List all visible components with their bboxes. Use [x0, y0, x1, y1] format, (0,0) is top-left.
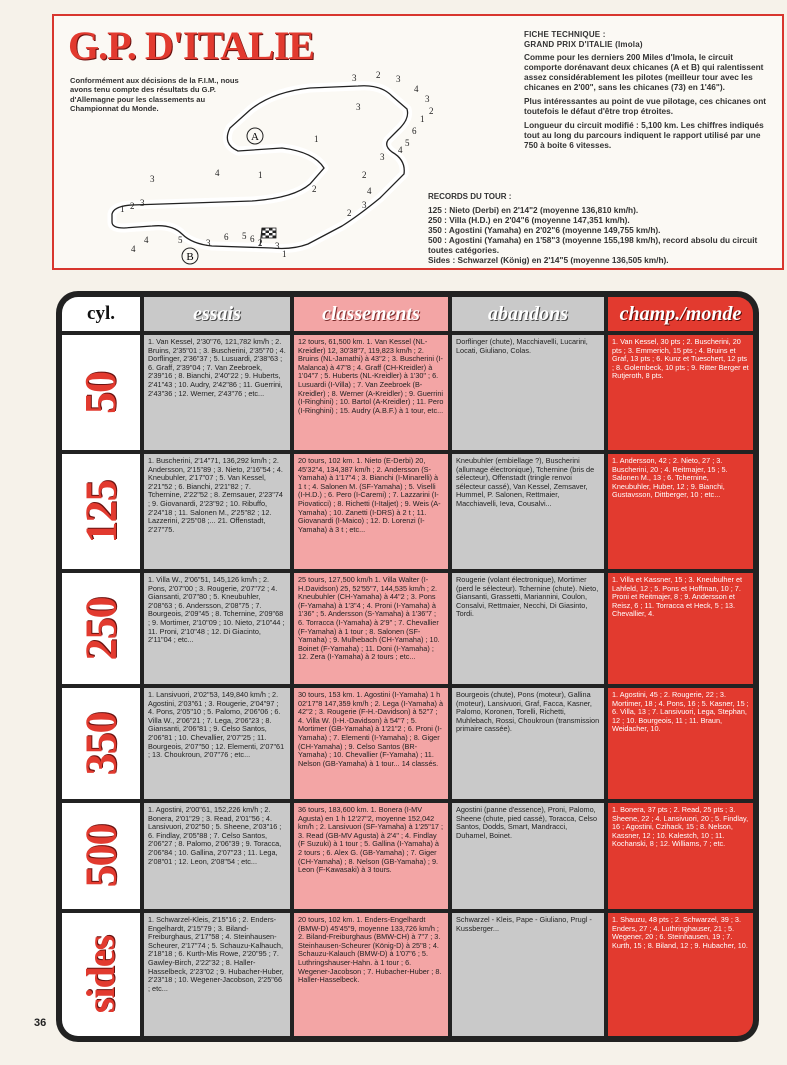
classements-cell: 20 tours, 102 km. 1. Nieto (E-Derbi) 20, 45'32"4, 134,387 km/h ; 2. Andersson (S-Yamaha) à 1'17"4 ; 3. Bianchi (I-Minarelli) à 1 t ; 4. Salonen M. (SF-Yamaha) ; 5. Viselli (I-H.D.) ; 6. Pero (I-Caremi) ; 7. Lazzarini (I-Piovaticci) ; 8. Richetti (I-Italjet) ; 9. Weis (A-Yamaha) ; 10. Zanetti (I-DRS) à 2 t ; 11. Giovanardi (I-Maico) ; 12. D. Lorenzi (I-Yamaha) à 3 t ; etc... [294, 454, 448, 569]
tech-sheet [524, 30, 769, 151]
svg-text:2: 2 [362, 170, 367, 180]
chicane-b-marker [182, 248, 198, 264]
svg-text:1: 1 [314, 134, 319, 144]
svg-text:5: 5 [405, 138, 410, 148]
table-row [56, 454, 759, 569]
race-info-panel [52, 14, 784, 270]
svg-text:2: 2 [258, 238, 263, 248]
header-classements: classements [294, 297, 448, 331]
classements-cell: 12 tours, 61,500 km. 1. Van Kessel (NL-Kreidler) 12, 30'38"7, 119,823 km/h ; 2. Bruins (NL-Jamathi) à 43"2 ; 3. Buscherini (I-Malanca) à 47"8 ; 4. Graff (CH-Kreidler) à 1'04"7 ; 5. Huberts (NL-Kreidler) à 1'30" ; 6. Lusuardi (I-Villa) ; 7. Van Zeebroek (B-Kreidler) ; 8. Werner (A-Kreidler) ; 9. Guerrini (I-Ringhini) ; 10. Bartol (A-Kreidler) ; 11. Pero (I-Ringhini) ; 15. Audry (A.B.F.) à 1 tour, etc... [294, 335, 448, 450]
record-line: 125 : Nieto (Derbi) en 2'14"2 (moyenne 136,810 km/h). [428, 204, 639, 215]
header-cyl: cyl. [62, 297, 140, 331]
table-row [56, 913, 759, 1036]
svg-text:3: 3 [425, 94, 430, 104]
essais-cell: 1. Buscherini, 2'14"71, 136,292 km/h ; 2. Andersson, 2'15"89 ; 3. Nieto, 2'16"54 ; 4. Kneubuhler, 2'17"07 ; 5. Van Kessel, 2'21"52 ; 6. Bianchi, 2'21"82 ; 7. Tchernine, 2'22"52 ; 8. Zemsauer, 2'23"74 ; 9. Giovanardi, 2'23"92 ; 10. Ribuffo, 2'24"18 ; 11. Salonen M., 2'25"82 ; 12. Lazzerini, 2'25"08 ;... 21. Offenstadt, 2'27"75. [144, 454, 290, 569]
svg-text:3: 3 [140, 198, 145, 208]
cyl-label: 350 [76, 712, 126, 775]
tech-sheet-title: FICHE TECHNIQUE : [524, 30, 606, 39]
abandons-cell: Schwarzel - Kleis, Pape - Giuliano, Prugl - Kussberger... [452, 913, 604, 1036]
classements-cell: 30 tours, 153 km. 1. Agostini (I-Yamaha) 1 h 02'17"8 147,359 km/h ; 2. Lega (I-Yamaha) à 42"2 ; 3. Rougerie (F-H.-Davidson) à 52"7 ; 4. Villa W. (I-H.-Davidson) à 54"7 ; 5. Mortimer (GB-Yamaha) à 1'21"2 ; 6. Proni (I-Yamaha) ; 7. Elementi (I-Yamaha) ; 8. Giger (CH-Yamaha) ; 9. Celso Santos (BR-Yamaha) ; 10. Chevallier (F-Yamaha) ; 11. Nelson (GB-Yamaha) à 1 tour... 14 classés. [294, 688, 448, 799]
svg-text:2: 2 [376, 70, 381, 80]
record-line: 500 : Agostini (Yamaha) en 1'58"3 (moyenne 155,198 km/h), record absolu du circuit toutes catégories. [428, 235, 758, 256]
abandons-cell: Bourgeois (chute), Pons (moteur), Gallina (moteur), Lansivuori, Graf, Facca, Kasner, Palomo, Koronen, Torelli, Richetti, Muhlebach, Rossi, Choukroun (transmission primaire cassée). [452, 688, 604, 799]
svg-text:1: 1 [258, 170, 263, 180]
svg-text:3: 3 [362, 200, 367, 210]
tech-paragraph: Comme pour les derniers 200 Miles d'Imola, le circuit comporte dorénavant deux chicanes (A et B) qui ralentissent assez considérablement les pilotes (meilleur tour avec les chicanes en 2'00", sans les chicanes (73) en 1'46"). [524, 52, 764, 93]
cyl-label: sides [78, 935, 124, 1014]
header-essais: essais [144, 297, 290, 331]
svg-text:6: 6 [224, 232, 229, 242]
lap-records-title: RECORDS DU TOUR : [428, 192, 512, 201]
svg-text:4: 4 [367, 186, 372, 196]
svg-text:5: 5 [242, 231, 247, 241]
svg-text:4: 4 [414, 84, 419, 94]
svg-text:4: 4 [144, 235, 149, 245]
svg-text:A: A [251, 131, 259, 143]
svg-text:3: 3 [396, 74, 401, 84]
essais-cell: 1. Van Kessel, 2'30"76, 121,782 km/h ; 2. Bruins, 2'35"01 ; 3. Buscherini, 2'35"70 ; 4. Dorflinger, 2'36"37 ; 5. Lusuardi, 2'38"63 ; 6. Graff, 2'39"04 ; 7. Van Zeebroek, 2'39"16 ; 8. Bianchi, 2'40"22 ; 9. Huberts, 2'41"43 ; 10. Audry, 2'42"86 ; 11. Guerrini, 2'43"36 ; 12. Werner, 2'43"76 ; etc... [144, 335, 290, 450]
svg-text:3: 3 [352, 73, 357, 83]
tech-paragraph: Plus intéressantes au point de vue pilotage, ces chicanes ont toutefois le défaut d'être trop étroites. [524, 96, 767, 116]
abandons-cell: Agostini (panne d'essence), Proni, Palomo, Sheene (chute, pied cassé), Toracca, Celso Santos, Dodds, Smart, Mandracci, Duhamel, Boinet. [452, 803, 604, 909]
header-champ-monde: champ./monde [608, 297, 753, 331]
cyl-label: 125 [76, 480, 126, 543]
svg-text:3: 3 [206, 238, 211, 248]
svg-text:2: 2 [429, 106, 434, 116]
tech-paragraph: Longueur du circuit modifié : 5,100 km. Les chiffres indiqués tout au long du parcours indiquent le rapport utilisé par une 750 à boite 6 vitesses. [524, 119, 764, 150]
record-line: 350 : Agostini (Yamaha) en 2'02"6 (moyenne 149,755 km/h). [428, 224, 661, 235]
svg-text:2: 2 [130, 201, 135, 211]
record-line: 250 : Villa (H.D.) en 2'04"6 (moyenne 147,351 km/h). [428, 214, 630, 225]
svg-text:2: 2 [312, 184, 317, 194]
circuit-track [112, 86, 408, 249]
abandons-cell: Dorflinger (chute), Macchiavelli, Lucarini, Locati, Giuliano, Colas. [452, 335, 604, 450]
svg-text:5: 5 [178, 235, 183, 245]
table-row [56, 688, 759, 799]
essais-cell: 1. Schwarzel-Kleis, 2'15"16 ; 2. Enders-Engelhardt, 2'15"79 ; 3. Biland-Freiburghaus, 2'17"58 ; 4. Steinhausen-Scheurer, 2'17"74 ; 5. Schauzu-Kalhauch, 2'18"18 ; 6. Kurth-Mis Rowe, 2'20"95 ; 7. Gawley-Birch, 2'22"32 ; 8. Haller-Hasselbeck, 2'23"02 ; 9. Hubacher-Huber, 2'23"18 ; 10. Wegener-Jacobson, 2'25"66 ; etc... [144, 913, 290, 1036]
chicane-a-marker [247, 128, 263, 144]
classements-cell: 36 tours, 183,600 km. 1. Bonera (I-MV Agusta) en 1 h 12'27"2, moyenne 152,042 km/h ; 2. Lansivuori (SF-Yamaha) à 1'25"17 ; 3. Read (GB-MV Agusta) à 2'4" ; 4. Findlay (F Suzuki) à 1 tour ; 5. Gallina (I-Yamaha) à 2 tours ; 6. Alex G. (GB-Yamaha) ; 7. Giger (CH-Yamaha) ; 8. Nelson (GB-Yamaha) ; 9. Leon (F-Kawasaki) à 3 tours. [294, 803, 448, 909]
table-row [56, 335, 759, 450]
intro-note: Conformément aux décisions de la F.I.M., nous avons tenu compte des résultats du G.P. d'Allemagne pour les classements au Championnat du Monde. [70, 76, 239, 113]
classements-cell: 20 tours, 102 km. 1. Enders-Engelhardt (BMW-D) 45'45"9, moyenne 133,726 km/h ; 2. Biland-Freiburghaus (BMW-CH) à 7"7 ; 3. Steinhausen-Scheurer (König-D) à 25"8 ; 4. Schauzu-Kalauch (BMW-D) à 1'07"6 ; 5. Luthringshauser-Hahn. à 1 tour ; 6. Wegener-Jacobson ; 7. Hubacher-Huber ; 8. Haller-Hasselbeck. [294, 913, 448, 1036]
essais-cell: 1. Villa W., 2'06"51, 145,126 km/h ; 2. Pons, 2'07"00 ; 3. Rougerie, 2'07"72 ; 4. Giansanti, 2'07"80 ; 5. Kneubuhler, 2'08"63 ; 6. Andersson, 2'08"75 ; 7. Bourgeois, 2'09"45 ; 8. Tchernine, 2'09"68 ; 9. Mortimer, 2'10"09 ; 10. Nieto, 2'10"44 ; 11. Proni, 2'10"48 ; 12. Di Giacinto, 2'11"04 ; etc... [144, 573, 290, 684]
record-line: Sides : Schwarzel (König) en 2'14"5 (moyenne 136,505 km/h). [428, 255, 669, 266]
svg-text:1: 1 [120, 204, 125, 214]
svg-text:2: 2 [347, 208, 352, 218]
cyl-label: 50 [76, 371, 126, 414]
svg-text:3: 3 [356, 102, 361, 112]
svg-text:1: 1 [282, 249, 287, 259]
table-row [56, 803, 759, 909]
svg-text:1: 1 [420, 114, 425, 124]
champ-cell: 1. Villa et Kassner, 15 ; 3. Kneubulher et Lahfeld, 12 ; 5. Pons et Hoffman, 10 ; 7. Proni et Reitmajer, 8 ; 9. Andersson et Reisz, 6 ; 11. Torracca et Heck, 5 ; 13. Chevallier, 4. [608, 573, 753, 684]
svg-text:B: B [186, 251, 194, 263]
champ-cell: 1. Bonera, 37 pts ; 2. Read, 25 pts ; 3. Sheene, 22 ; 4. Lansivuori, 20 ; 5. Findlay, 16 ; Agostini, Czihack, 15 ; 8. Nelson, Kassner, 12 ; 10. Kalestch, 10 ; 11. Kochanski, 8 ; 12. Williams, 7 ; etc. [608, 803, 753, 909]
champ-cell: 1. Van Kessel, 30 pts ; 2. Buscherini, 20 pts ; 3. Emmerich, 15 pts ; 4. Bruins et Graf, 13 pts ; 6. Kunz et Tueschert, 12 pts ; 8. Golembeck, 10 pts ; 9. Ritter Berger et Rutjeroth, 8 pts. [608, 335, 753, 450]
header-abandons: abandons [452, 297, 604, 331]
svg-text:4: 4 [215, 168, 220, 178]
cyl-label: 250 [76, 597, 126, 660]
svg-text:4: 4 [131, 244, 136, 254]
champ-cell: 1. Agostini, 45 ; 2. Rougerie, 22 ; 3. Mortimer, 18 ; 4. Pons, 16 ; 5. Kasner, 15 ; 6. Villa, 13 ; 7. Lansivuori, Lega, Stephan, 12 ; 10. Bourgeois, 11 ; 11. Braun, Weidacher, 10. [608, 688, 753, 799]
svg-text:6: 6 [250, 234, 255, 244]
table-row [56, 573, 759, 684]
abandons-cell: Kneubuhler (embiellage ?), Buscherini (allumage électronique), Tchernine (bris de sélecteur), Offenstadt (tringle renvoi sélecteur cassé), Van Kessel, Zemsaver, Hummel, P. Salonen, Rettmaier, Macchiavelli, Ieva, Cousalvi... [452, 454, 604, 569]
svg-text:3: 3 [380, 152, 385, 162]
svg-text:4: 4 [398, 145, 403, 155]
page-title: G.P. D'ITALIE [68, 23, 314, 68]
essais-cell: 1. Agostini, 2'00"61, 152,226 km/h ; 2. Bonera, 2'01"29 ; 3. Read, 2'01"56 ; 4. Lansivuori, 2'02"50 ; 5. Sheene, 2'03"16 ; 6. Findlay, 2'05"88 ; 7. Celso Santos, 2'06"27 ; 8. Palomo, 2'06"39 ; 9. Toracca, 2'06"84 ; 10. Gallina, 2'07"23 ; 11. Lega, 2'08"01 ; 12. Leon, 2'08"54 ; etc... [144, 803, 290, 909]
svg-text:3: 3 [275, 241, 280, 251]
svg-text:3: 3 [150, 174, 155, 184]
classements-cell: 25 tours, 127,500 km/h 1. Villa Walter (I-H.Davidson) 25, 52'55"7, 144,535 km/h ; 2. Kneubuhler (CH-Yamaha) à 44"2 ; 3. Pons (F-Yamaha) à 1'3"4 ; 4. Proni (I-Yamaha) à 1'36" ; 5. Andersson (S-Yamaha) à 1'36"7 ; 6. Torracca (I-Yamaha) à 2'9" ; 7. Chevallier (F-Yamaha) à 1 tour ; 8. Salonen (SF-Yamaha) ; 9. Mulhebach (CH-Yamaha) ; 10. Boinet (F-Yamaha) ; 11. Doni (I-Yamaha) ; 12. Zera (I-Yamaha) à 2 tours ; etc... [294, 573, 448, 684]
lap-records [428, 192, 778, 265]
champ-cell: 1. Andersson, 42 ; 2. Nieto, 27 ; 3. Buscherini, 20 ; 4. Reitmajer, 15 ; 5. Salonen M., 13 ; 6. Tchernine, Kneubuhler, Huber, 12 ; 9. Bianchi, Gustavsson, Dittberger, 10 ; etc... [608, 454, 753, 569]
cyl-label: 500 [76, 824, 126, 888]
essais-cell: 1. Lansivuori, 2'02"53, 149,840 km/h ; 2. Agostini, 2'03"61 ; 3. Rougerie, 2'04"97 ; 4. Pons, 2'05"10 ; 5. Palomo, 2'06"06 ; 6. Villa W., 2'06"21 ; 7. Lega, 2'06"23 ; 8. Giansanti, 2'06"81 ; 9. Celso Santos, 2'06"81 ; 10. Chevallier, 2'07"25 ; 11. Bourgeois, 2'07"50 ; 12. Elementi, 2'07"61 ; 13. Choukroun, 2'07"76 ; etc... [144, 688, 290, 799]
tech-sheet-subtitle: GRAND PRIX D'ITALIE (Imola) [524, 39, 643, 49]
abandons-cell: Rougerie (volant électronique), Mortimer (perd le sélecteur). Tchernine (chute). Nieto, Giansanti, Grassetti, Mariannini, Coulon, Consalvi, Rettmaier, Necchi, Di Giasinto, Tordi. [452, 573, 604, 684]
results-table [56, 291, 759, 1042]
champ-cell: 1. Shauzu, 48 pts ; 2. Schwarzel, 39 ; 3. Enders, 27 ; 4. Luthringhauser, 21 ; 5. Wegener, 20 ; 6. Steinhausen, 19 ; 7. Kurth, 15 ; 8. Biland, 12 ; 9. Hubacher, 10. [608, 913, 753, 1036]
page-number: 36 [34, 1017, 47, 1029]
svg-text:6: 6 [412, 126, 417, 136]
